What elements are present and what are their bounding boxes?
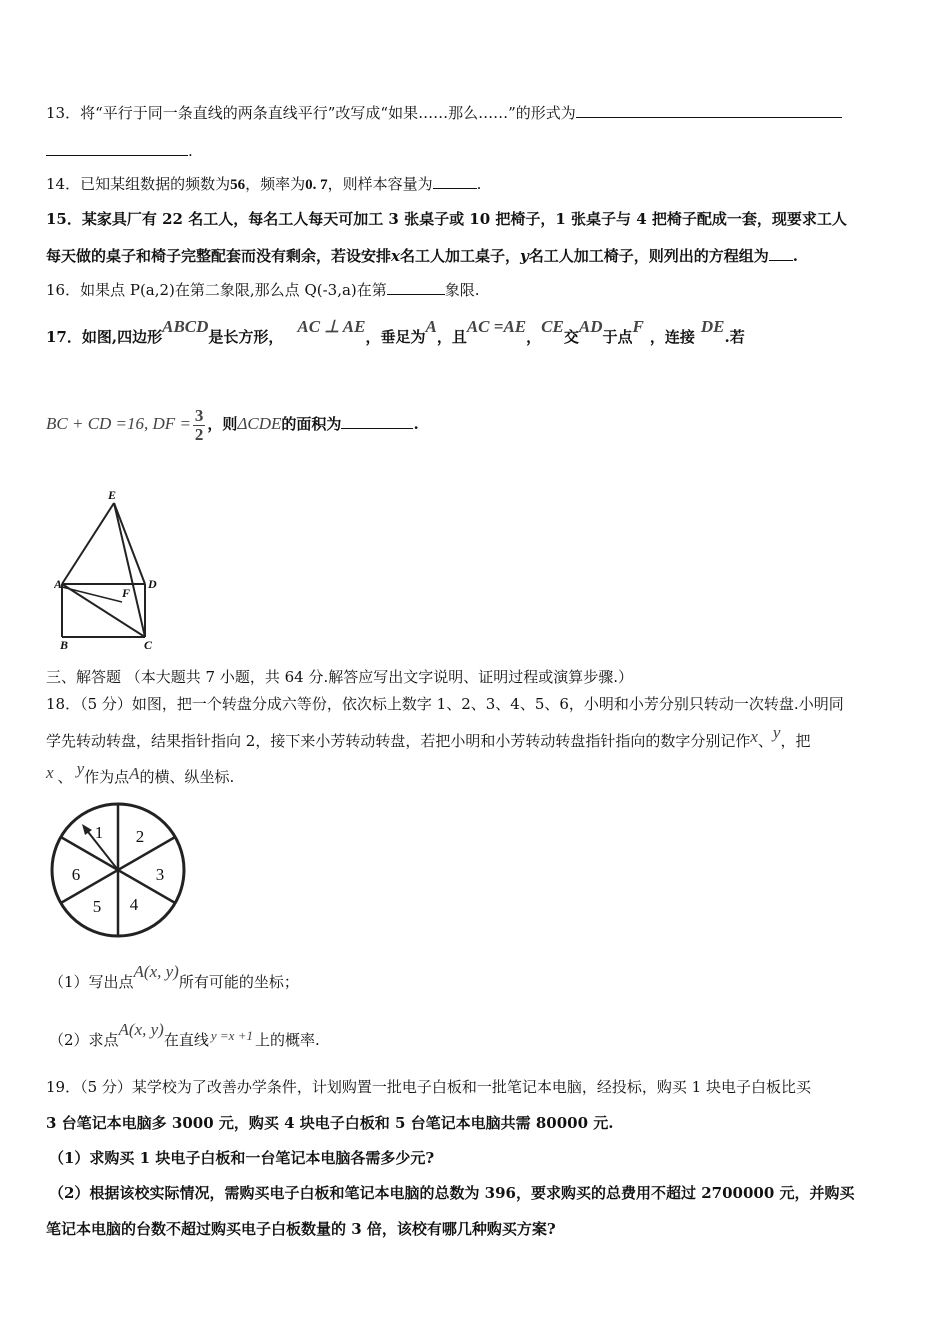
q13-line1 <box>46 103 842 123</box>
q16-answer-blank <box>387 280 445 295</box>
q13-tail: . <box>188 142 193 160</box>
q16-pre: 16．如果点 P(a,2)在第二象限,那么点 Q(-3,a)在第 <box>46 281 387 299</box>
q17-math-de: DE <box>700 317 725 336</box>
q17-math-condition: BC + CD =16, DF = <box>46 414 191 433</box>
q18-line3 <box>46 759 235 787</box>
q13-answer-blank-1 <box>576 103 842 118</box>
q19-line2 <box>46 1113 613 1133</box>
q18-line2 <box>46 723 811 751</box>
q13-answer-blank-2 <box>46 141 188 156</box>
q18-line2-pre: 学先转动转盘，结果指针指向 2，接下来小芳转动转盘，若把小明和小芳转动转盘指针指向的数字分别记作 <box>46 732 751 750</box>
q15-line2-post: 名工人加工椅子，则列出的方程组为 <box>528 247 769 265</box>
q17-figure-lines <box>62 503 145 637</box>
q18-sub2-mid: 在直线 <box>163 1031 209 1049</box>
q17-p6: 交 <box>563 328 579 346</box>
q17-math-triangle: ΔCDE <box>237 414 282 433</box>
q17-math-ce: CE <box>541 317 564 336</box>
q19-line2-text: 3 台笔记本电脑多 3000 元，购买 4 块电子白板和 5 台笔记本电脑共需 80000 元. <box>46 1114 614 1132</box>
q17-p5: ， <box>526 328 542 346</box>
q17-p2: 是长方形， <box>208 328 284 346</box>
q16-post: 象限. <box>444 281 480 299</box>
segment-af <box>62 587 122 602</box>
section3-text: 三、解答题 （本大题共 7 小题，共 64 分.解答应写出文字说明、证明过程或演算步骤.） <box>46 668 634 686</box>
spinner-number-3: 3 <box>155 865 165 884</box>
q15-var-y: y <box>519 247 529 265</box>
q15-line2-pre: 每天做的桌子和椅子完整配套而没有剩余，若设安排 <box>46 247 392 265</box>
spinner-number-4: 4 <box>129 895 139 914</box>
label-a: A <box>54 577 63 591</box>
q17-p7: 于点 <box>602 328 633 346</box>
q18-math-a: A <box>129 764 140 783</box>
q15-line2 <box>46 246 798 266</box>
q18-math-y2: y <box>76 759 85 778</box>
q17-p8: ，连接 <box>649 328 695 346</box>
spinner-number-5: 5 <box>92 897 102 916</box>
q18-line1 <box>46 694 844 714</box>
q13-line2 <box>46 141 193 161</box>
spinner-number-1: 1 <box>94 823 104 842</box>
q17-math-abcd: ABCD <box>162 317 209 336</box>
q18-math-y: y <box>772 723 781 742</box>
q17-p1: 17．如图,四边形 <box>46 328 163 346</box>
q14-answer-blank <box>433 174 477 189</box>
label-b: B <box>60 638 69 650</box>
q18-spinner <box>48 800 188 940</box>
q17-math-f: F <box>632 317 644 336</box>
q17-line2 <box>46 400 419 448</box>
q14-end: . <box>476 175 482 193</box>
q17-math-eq: AC =AE <box>466 317 527 336</box>
q18-sub1-pre: （1）写出点 <box>49 973 134 991</box>
q17-math-a: A <box>425 317 437 336</box>
q17-p4: ，且 <box>436 328 467 346</box>
q18-sub2-pre: （2）求点 <box>49 1031 119 1049</box>
q19-sub2-line1-text: （2）根据该校实际情况，需购买电子白板和笔记本电脑的总数为 396，要求购买的总费用不超过 2700000 元，并购买 <box>49 1184 855 1202</box>
q18-line3-mid: 作为点 <box>84 768 130 786</box>
q17-line1 <box>46 317 745 347</box>
spinner-number-6: 6 <box>71 865 81 884</box>
q19-line1 <box>46 1077 811 1097</box>
q15-line1 <box>46 209 847 229</box>
q18-sub1-post: 所有可能的坐标； <box>178 973 299 991</box>
q13-text: 13．将“平行于同一条直线的两条直线平行”改写成“如果……那么……”的形式为 <box>46 104 576 122</box>
q17-fraction <box>193 407 206 444</box>
spinner-pointer-arrowhead <box>82 824 92 835</box>
segment-ae <box>62 503 114 584</box>
q17-end: . <box>413 415 419 433</box>
q18-line1-text: 18．（5 分）如图，把一个转盘分成六等份，依次标上数字 1、2、3、4、5、6，小明和小芳分别只转动一次转盘.小明同 <box>46 695 844 713</box>
q18-sep: 、 <box>757 732 773 750</box>
q14-line <box>46 174 481 195</box>
q17-math-perp: AC ⊥ AE <box>297 317 366 336</box>
q19-sub2-line2-text: 笔记本电脑的台数不超过购买电子白板数量的 3 倍，该校有哪几种购买方案? <box>46 1220 556 1238</box>
q17-p10: ，则 <box>207 415 238 433</box>
q15-answer-blank <box>769 246 793 261</box>
q16-line <box>46 280 480 300</box>
q15-line1-text: 15．某家具厂有 22 名工人，每名工人每天可加工 3 张桌子或 10 把椅子，1 张桌子与 4 把椅子配成一套，现要求工人 <box>46 210 847 228</box>
q14-pre: 14．已知某组数据的频数为 <box>46 175 231 193</box>
q18-math-x: x <box>750 727 758 746</box>
spinner-number-2: 2 <box>135 827 145 846</box>
q19-sub2-line1 <box>49 1183 854 1203</box>
label-d: D <box>148 577 157 591</box>
q17-fraction-denominator: 2 <box>194 424 204 444</box>
q19-sub1-text: （1）求购买 1 块电子白板和一台笔记本电脑各需多少元? <box>49 1149 435 1167</box>
q17-p3: ，垂足为 <box>365 328 426 346</box>
q19-sub1 <box>49 1148 434 1168</box>
q14-frequency: 56 <box>230 177 246 193</box>
segment-ac <box>62 584 145 637</box>
section3-heading <box>46 667 633 687</box>
q14-mid: ，频率为 <box>245 175 306 193</box>
q17-p9: .若 <box>724 328 745 346</box>
q17-math-ad: AD <box>578 317 603 336</box>
label-f: F <box>122 586 131 600</box>
q18-sub1 <box>49 962 299 992</box>
q17-answer-blank <box>341 414 413 429</box>
q18-sep2: 、 <box>57 768 73 786</box>
q15-line2-mid: 名工人加工桌子， <box>399 247 520 265</box>
q18-math-axy-2: A(x, y) <box>118 1020 164 1039</box>
q15-end: . <box>792 247 798 265</box>
q15-var-x: x <box>391 247 400 265</box>
q17-fraction-numerator: 3 <box>194 405 204 425</box>
q14-rate: 0. 7 <box>305 177 328 193</box>
q18-line3-post: 的横、纵坐标. <box>139 768 235 786</box>
label-e: E <box>108 488 117 502</box>
q14-post: ，则样本容量为 <box>327 175 433 193</box>
q18-math-x2: x <box>46 763 54 782</box>
q18-line2-post: ，把 <box>780 732 811 750</box>
label-c: C <box>144 638 153 650</box>
q19-sub2-line2 <box>46 1219 556 1239</box>
q17-p11: 的面积为 <box>281 415 342 433</box>
q17-figure <box>54 485 174 650</box>
q18-sub2 <box>49 1020 320 1051</box>
q19-line1-text: 19．（5 分）某学校为了改善办学条件，计划购置一批电子白板和一批笔记本电脑，经投标，购买 1 块电子白板比买 <box>46 1078 811 1096</box>
q18-math-axy: A(x, y) <box>133 962 179 981</box>
q18-sub2-post: 上的概率. <box>254 1031 320 1049</box>
q18-math-line: y =x +1 <box>210 1028 253 1043</box>
